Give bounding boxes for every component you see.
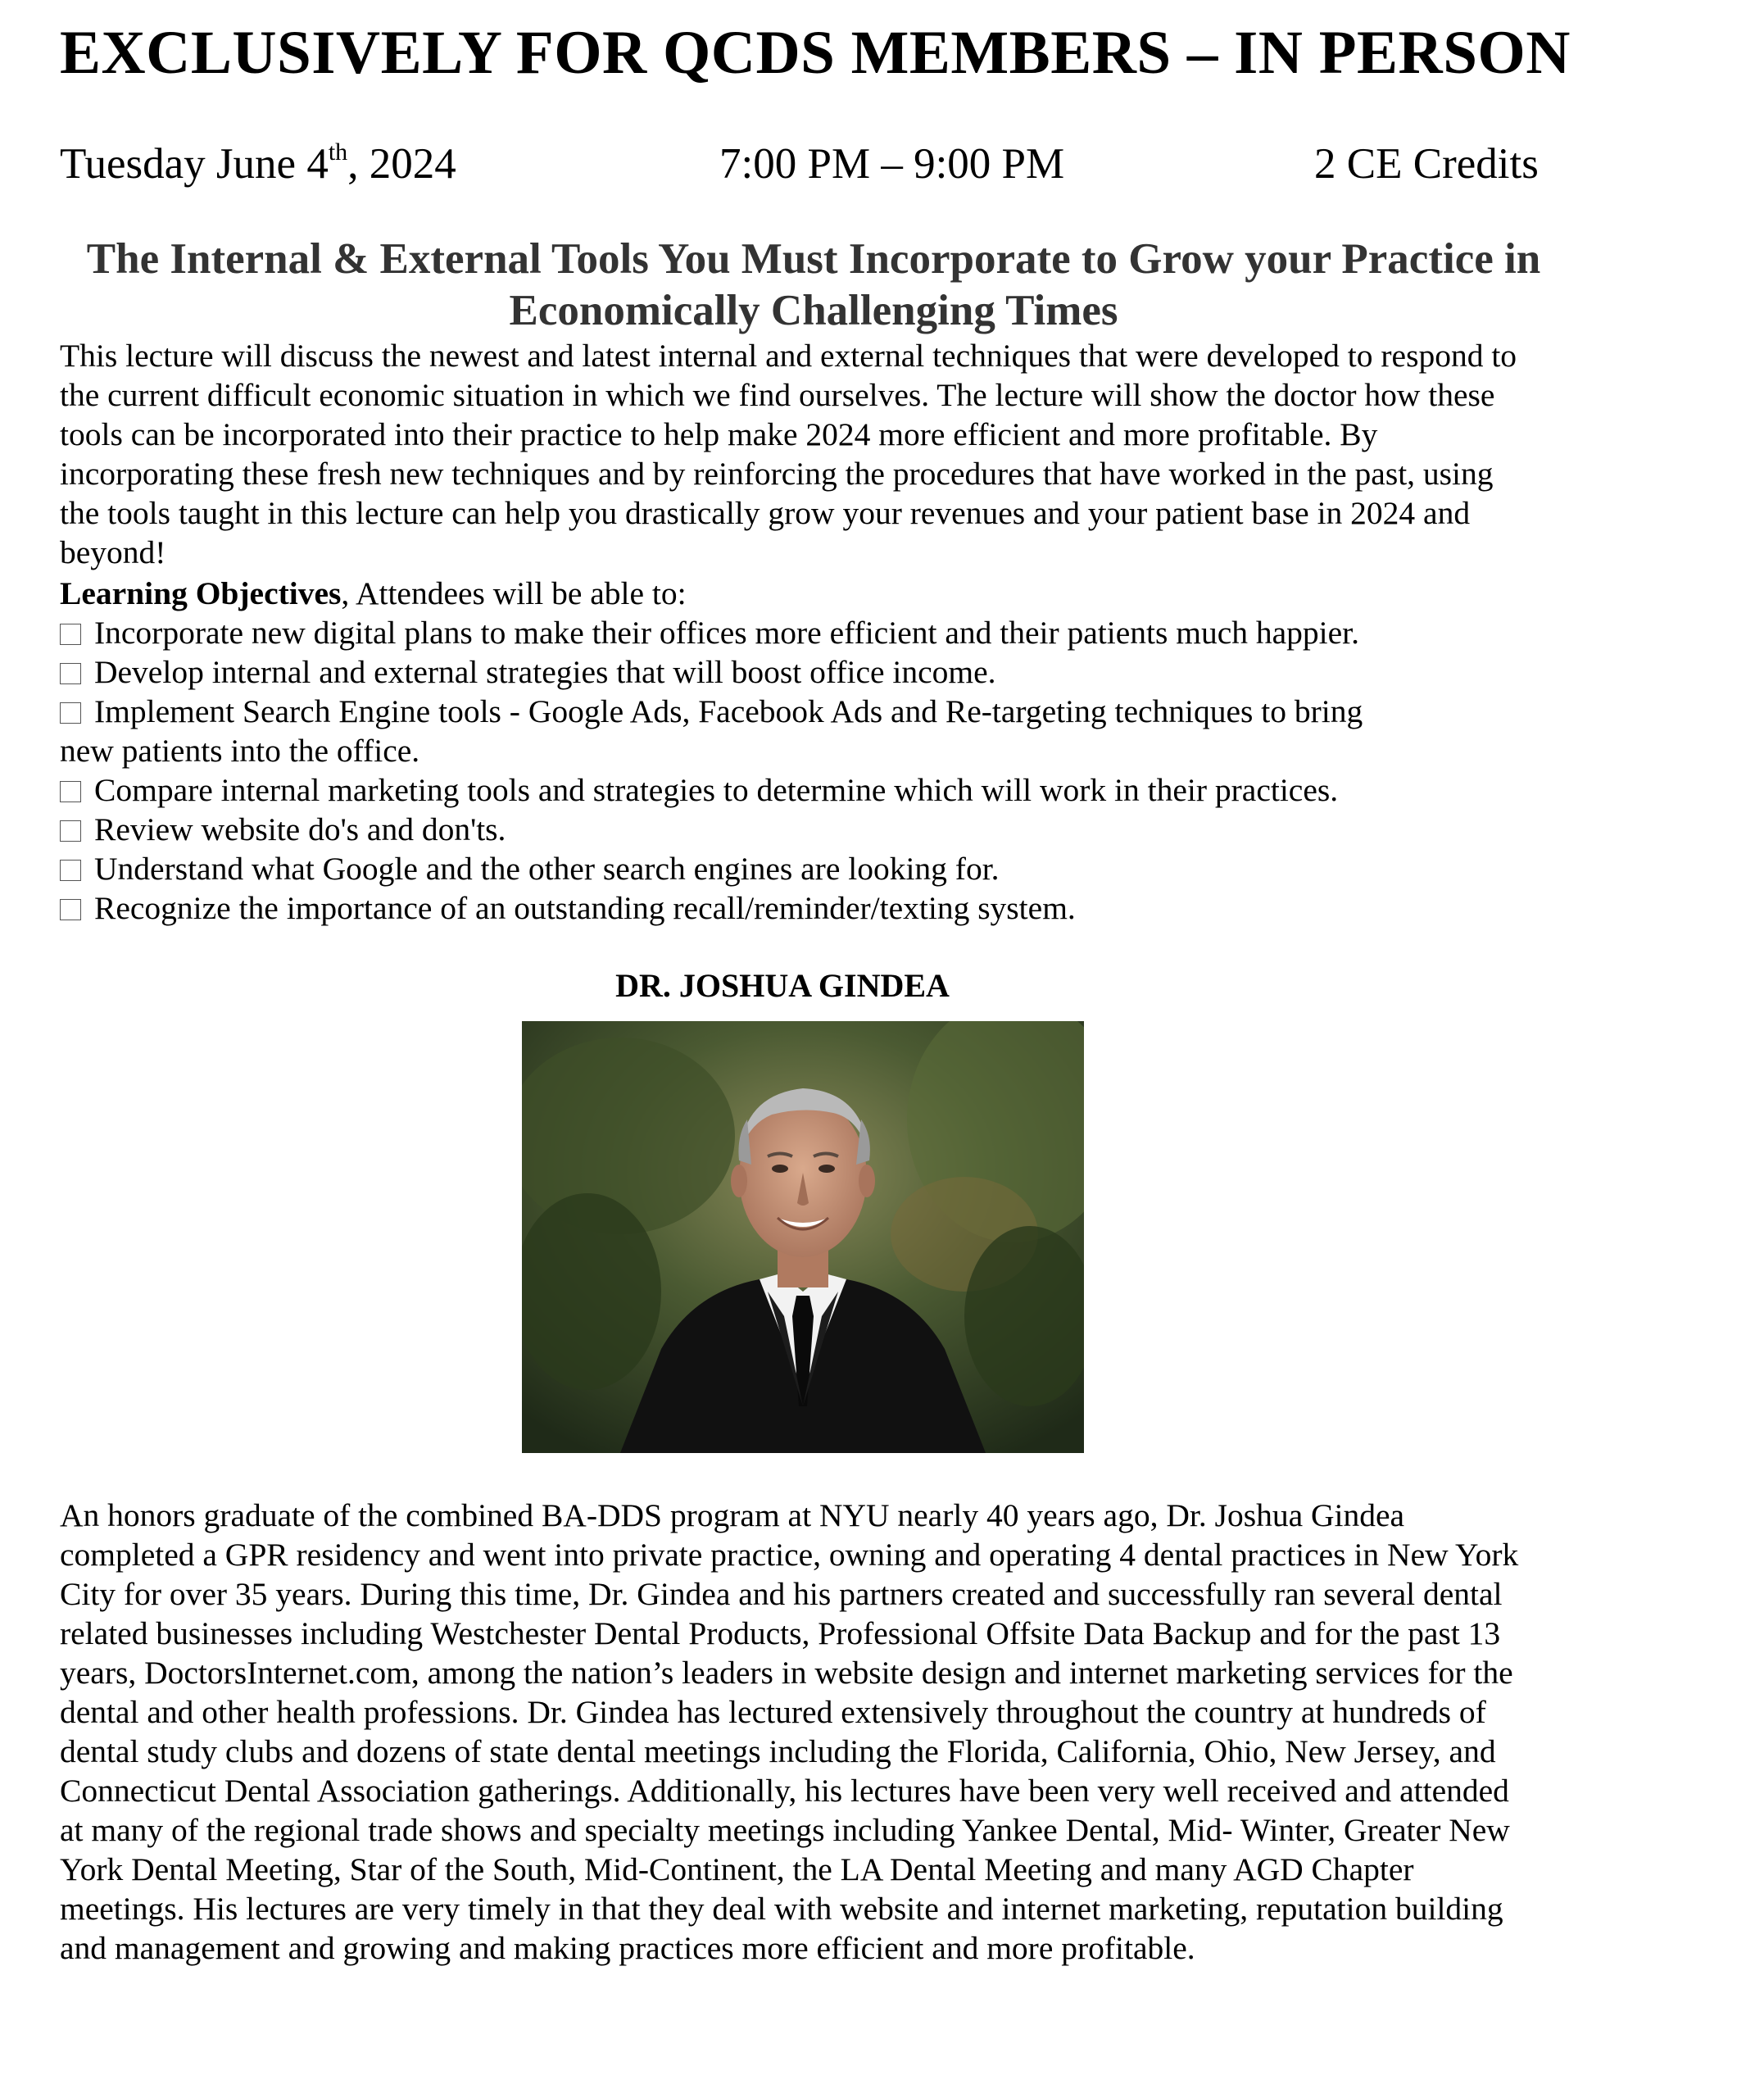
bio-line: related businesses including Westchester Dental Products, Professional Offsite Data Backup and for the past 13 [60, 1615, 1501, 1651]
bio-line: years, DoctorsInternet.com, among the nation’s leaders in website design and internet marketing services for the [60, 1655, 1513, 1691]
objective-item [60, 770, 1707, 810]
checkbox-icon [60, 899, 81, 920]
bio-line: Connecticut Dental Association gatherings. Additionally, his lectures have been very well received and attended [60, 1773, 1509, 1809]
description-line: incorporating these fresh new techniques and by reinforcing the procedures that have worked in the past, using [60, 456, 1494, 492]
lecture-title-line: Economically Challenging Times [509, 287, 1118, 334]
objective-text: Review website do's and don'ts. [94, 811, 506, 847]
lecture-title [60, 234, 1567, 337]
objectives-heading: Learning Objectives [60, 575, 342, 611]
objective-item [60, 888, 1707, 928]
event-time: 7:00 PM – 9:00 PM [719, 140, 1065, 188]
objective-text: Develop internal and external strategies that will boost office income. [94, 654, 996, 690]
bio-line: meetings. His lectures are very timely in that they deal with website and internet marketing, reputation building [60, 1891, 1503, 1927]
checkbox-icon [60, 624, 81, 645]
bio-line: completed a GPR residency and went into private practice, owning and operating 4 dental practices in New York [60, 1537, 1519, 1573]
objective-item [60, 613, 1707, 652]
checkbox-icon [60, 702, 81, 724]
checkbox-icon [60, 781, 81, 802]
checkbox-icon [60, 663, 81, 684]
bio-line: dental and other health professions. Dr. Gindea has lectured extensively throughout the country at hundreds of [60, 1694, 1486, 1730]
objective-text: Recognize the importance of an outstanding recall/reminder/texting system. [94, 890, 1076, 926]
objective-item [60, 652, 1707, 692]
checkbox-icon [60, 820, 81, 842]
objective-text: Compare internal marketing tools and strategies to determine which will work in their practices. [94, 772, 1339, 808]
objective-text: Implement Search Engine tools - Google Ads, Facebook Ads and Re-targeting techniques to bring [94, 693, 1363, 729]
objective-text: Incorporate new digital plans to make their offices more efficient and their patients much happier. [94, 615, 1359, 651]
event-date: Tuesday June 4th, 2024 [60, 139, 456, 188]
description-line: the tools taught in this lecture can help you drastically grow your revenues and your patient base in 2024 and [60, 495, 1471, 531]
bio-line: York Dental Meeting, Star of the South, Mid-Continent, the LA Dental Meeting and many AGD Chapter [60, 1851, 1414, 1887]
objective-item [60, 810, 1707, 849]
lecture-title-line: The Internal & External Tools You Must Incorporate to Grow your Practice in [86, 235, 1541, 283]
bio-line: An honors graduate of the combined BA-DDS program at NYU nearly 40 years ago, Dr. Joshua Gindea [60, 1497, 1405, 1533]
objectives-list [60, 613, 1707, 928]
speaker-photo [522, 1021, 1084, 1453]
description-line: beyond! [60, 534, 166, 570]
objective-text: Understand what Google and the other search engines are looking for. [94, 851, 1000, 887]
speaker-name: DR. JOSHUA GINDEA [615, 967, 950, 1004]
objective-text: new patients into the office. [60, 733, 420, 769]
bio-line: and management and growing and making practices more efficient and more profitable. [60, 1930, 1195, 1966]
description-line: tools can be incorporated into their practice to help make 2024 more efficient and more profitable. By [60, 416, 1378, 452]
ce-credits: 2 CE Credits [1314, 140, 1539, 188]
event-details [0, 131, 1764, 197]
bio-line: dental study clubs and dozens of state dental meetings including the Florida, California, Ohio, New Jersey, and [60, 1733, 1496, 1769]
speaker-bio [60, 1496, 1707, 1968]
description-line: This lecture will discuss the newest and latest internal and external techniques that were developed to respond to [60, 338, 1517, 374]
objective-item [60, 849, 1707, 888]
learning-objectives [60, 574, 1707, 928]
date-ordinal-suffix: th [328, 139, 348, 166]
objective-item [60, 692, 1707, 770]
bio-line: City for over 35 years. During this time, Dr. Gindea and his partners created and successfully ran several dental [60, 1576, 1503, 1612]
description-line: the current difficult economic situation in which we find ourselves. The lecture will show the doctor how these [60, 377, 1495, 413]
lecture-description [60, 336, 1707, 572]
checkbox-icon [60, 860, 81, 881]
headline: EXCLUSIVELY FOR QCDS MEMBERS – IN PERSON [60, 19, 1571, 87]
bio-line: at many of the regional trade shows and specialty meetings including Yankee Dental, Mid- Winter, Greater New [60, 1812, 1510, 1848]
objectives-intro: Learning Objectives, Attendees will be able to: [60, 575, 687, 611]
